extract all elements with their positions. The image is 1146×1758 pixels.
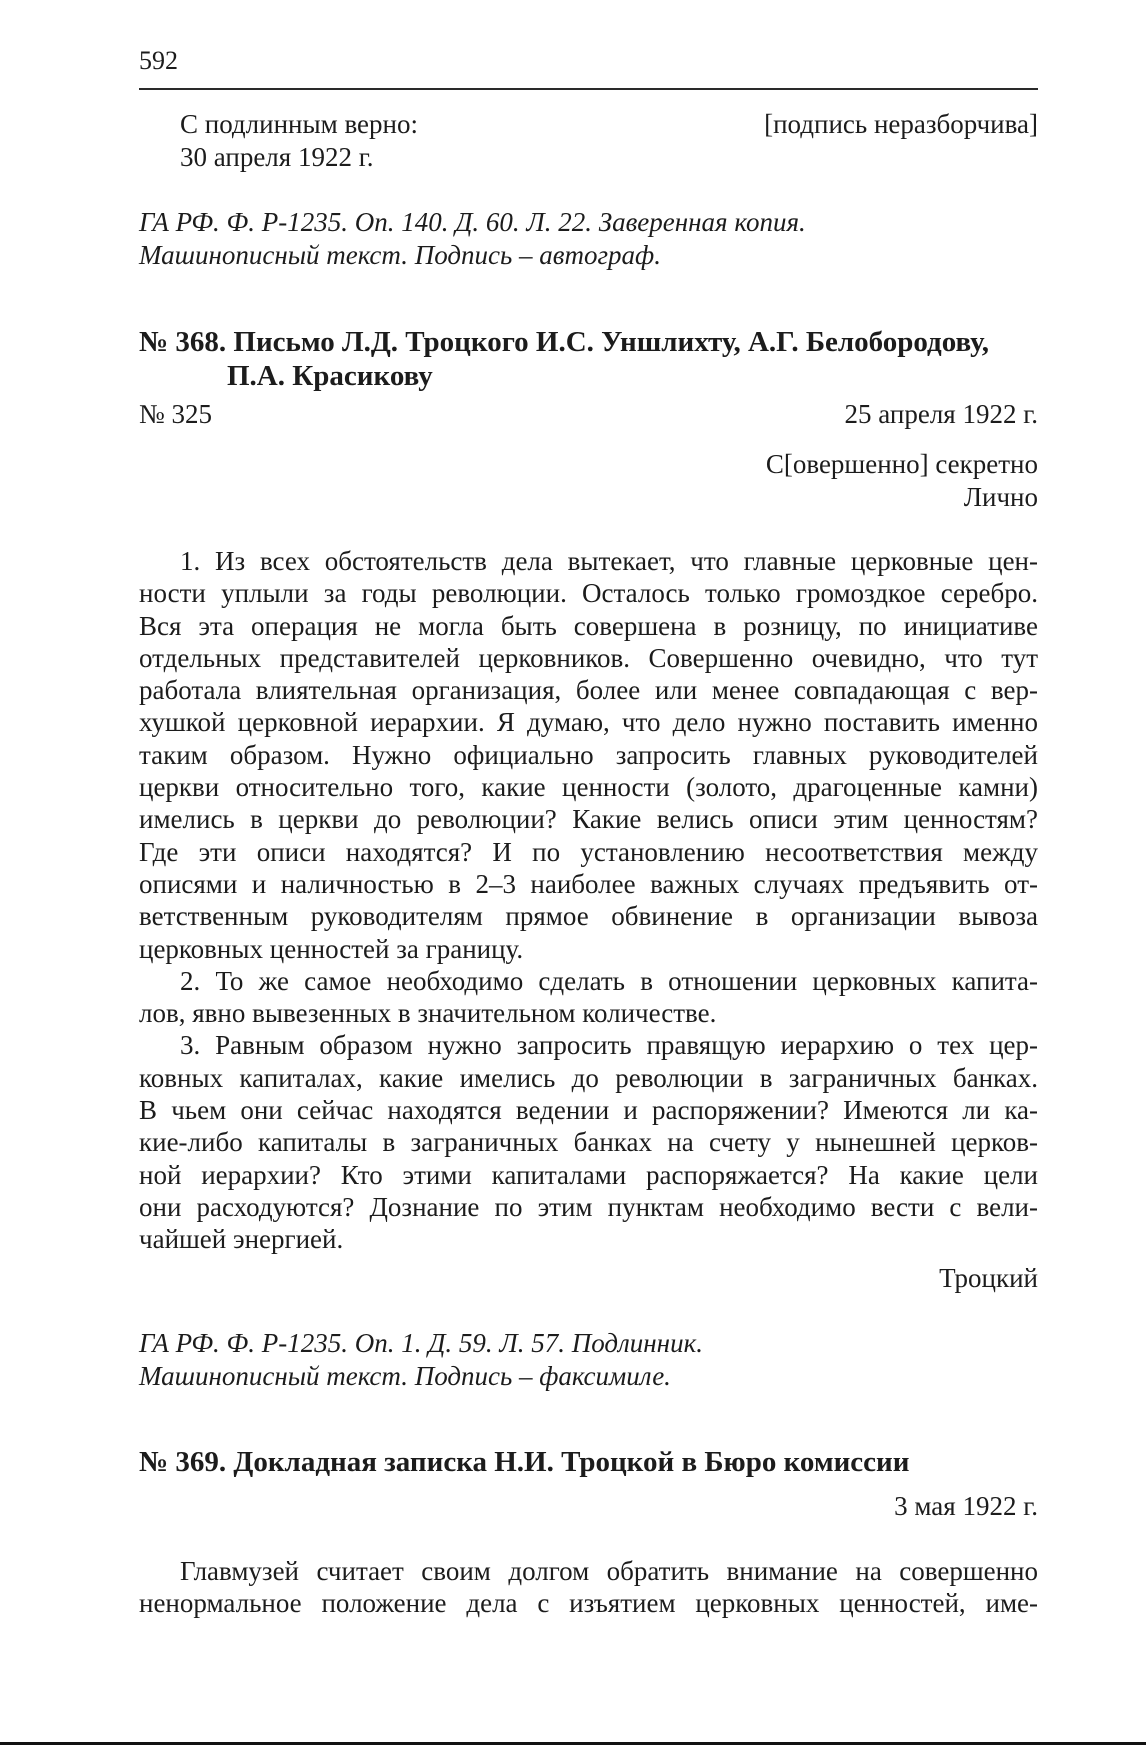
header-rule	[139, 88, 1038, 90]
document-date: 25 апреля 1922 г.	[844, 399, 1038, 429]
body-line: ной иерархии? Кто этими капиталами распоряжается? На какие цели	[139, 1159, 1038, 1190]
body-line: 3. Равным образом нужно запросить правящую иерархию о тех цер-	[180, 1030, 1038, 1061]
page-bottom-edge	[0, 1742, 1146, 1745]
body-line: кие-либо капиталы в заграничных банках на счету у нынешней церков-	[139, 1127, 1038, 1158]
body-line: ковных капиталах, какие имелись до революции в заграничных банках.	[139, 1062, 1038, 1093]
source-note-line: Машинописный текст. Подпись – факсимиле.	[139, 1361, 671, 1391]
body-line: хушкой церковной иерархии. Я думаю, что дело нужно поставить именно	[139, 707, 1038, 738]
body-line: они расходуются? Дознание по этим пунктам необходимо вести с вели-	[139, 1191, 1038, 1222]
page-number: 592	[139, 46, 178, 75]
source-note-line: Машинописный текст. Подпись – автограф.	[139, 240, 661, 270]
body-line: ненормальное положение дела с изъятием церковных ценностей, име-	[139, 1588, 1038, 1619]
body-line: ности уплыли за годы революции. Осталось только громоздкое серебро.	[139, 578, 1038, 609]
body-line: Вся эта операция не могла быть совершена в розницу, по инициативе	[139, 610, 1038, 641]
document-title: № 368. Письмо Л.Д. Троцкого И.С. Уншлихту, А.Г. Белобородову,	[139, 326, 990, 358]
certification-label: С подлинным верно:	[180, 109, 418, 139]
body-line: церковных ценностей за границу.	[139, 933, 524, 964]
letter-body	[139, 545, 1038, 1256]
classification-personal: Лично	[963, 482, 1038, 512]
body-line: работала влиятельная организация, более или менее совпадающая с вер-	[139, 675, 1038, 706]
document-title-continued: П.А. Красикову	[227, 360, 433, 392]
body-line: имелись в церкви до революции? Какие велись описи этим ценностям?	[139, 804, 1038, 835]
document-title: № 369. Докладная записка Н.И. Троцкой в Бюро комиссии	[139, 1446, 910, 1478]
body-line: лов, явно вывезенных в значительном количестве.	[139, 998, 717, 1029]
body-line: ветственным руководителям прямое обвинение в организации вывоза	[139, 901, 1038, 932]
memo-body	[139, 1555, 1038, 1620]
body-line: 1. Из всех обстоятельств дела вытекает, что главные церковные цен-	[180, 546, 1038, 576]
document-date: 3 мая 1922 г.	[894, 1491, 1038, 1521]
letter-signature: Троцкий	[939, 1263, 1038, 1293]
body-line: описями и наличностью в 2–3 наиболее важных случаях предъявить от-	[139, 868, 1038, 899]
body-line: чайшей энергией.	[139, 1224, 344, 1255]
body-line: В чьем они сейчас находятся ведении и распоряжении? Имеются ли ка-	[139, 1095, 1038, 1126]
body-line: Где эти описи находятся? И по установлению несоответствия между	[139, 836, 1038, 867]
source-note-line: ГА РФ. Ф. Р-1235. Оп. 140. Д. 60. Л. 22. Заверенная копия.	[139, 207, 806, 237]
signature-note: [подпись неразборчива]	[764, 109, 1038, 139]
body-line: Главмузей считает своим долгом обратить внимание на совершенно	[180, 1556, 1038, 1586]
body-line: таким образом. Нужно официально запросить главных руководителей	[139, 739, 1038, 770]
body-line: 2. То же самое необходимо сделать в отношении церковных капита-	[180, 965, 1038, 996]
body-line: церкви относительно того, какие ценности (золото, драгоценные камни)	[139, 772, 1038, 803]
document-number: № 325	[139, 399, 213, 429]
classification-secret: С[овершенно] секретно	[765, 449, 1038, 479]
source-note-line: ГА РФ. Ф. Р-1235. Оп. 1. Д. 59. Л. 57. Подлинник.	[139, 1328, 703, 1358]
body-line: отдельных представителей церковников. Совершенно очевидно, что тут	[139, 642, 1038, 673]
certification-date: 30 апреля 1922 г.	[180, 142, 374, 172]
